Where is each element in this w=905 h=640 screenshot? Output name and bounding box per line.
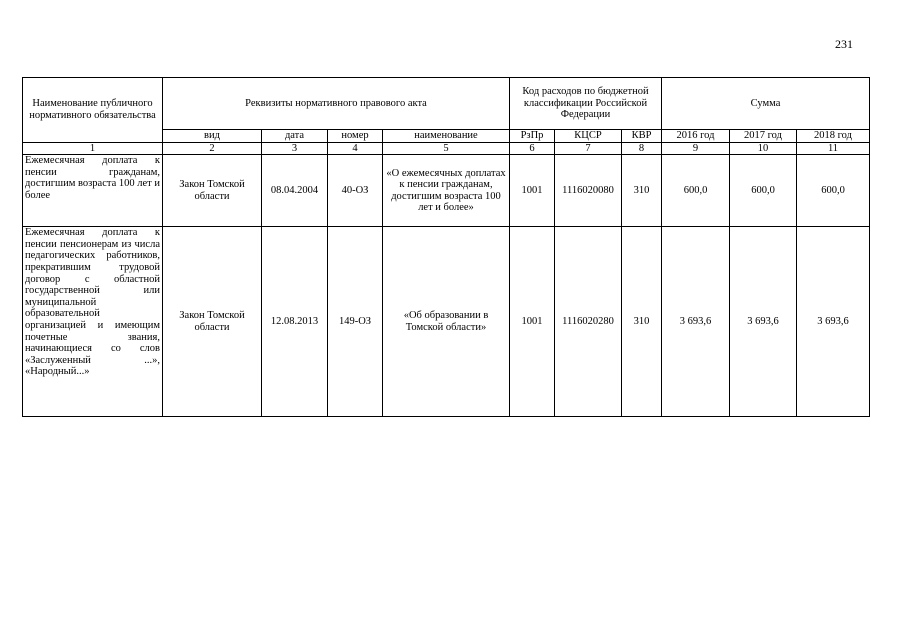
column-number: 8 xyxy=(622,142,662,155)
header-kvr: КВР xyxy=(622,130,662,143)
header-date: дата xyxy=(262,130,328,143)
act-date-cell: 08.04.2004 xyxy=(262,155,328,227)
header-2017: 2017 год xyxy=(730,130,797,143)
table-row xyxy=(23,155,870,227)
header-requisites: Реквизиты нормативного правового акта xyxy=(163,78,510,130)
column-number: 6 xyxy=(510,142,555,155)
header-number: номер xyxy=(328,130,383,143)
page-number: 231 xyxy=(835,37,853,51)
column-number: 4 xyxy=(328,142,383,155)
sum-2016-cell: 600,0 xyxy=(662,155,730,227)
column-number: 10 xyxy=(730,142,797,155)
header-vid: вид xyxy=(163,130,262,143)
header-title: наименование xyxy=(383,130,510,143)
column-number: 1 xyxy=(23,142,163,155)
obligation-name-cell: Ежемесячная доплата к пенсии пенсионерам из числа педагогических работников, прекратившим трудовой договор с областной государственной или муниципальной образовательной организацией и имеющим почетные звания, начинающиеся со слов «Заслуженный ...», «Народный...» xyxy=(23,227,163,417)
table-row xyxy=(23,227,870,417)
kvr-cell: 310 xyxy=(622,227,662,417)
column-number: 2 xyxy=(163,142,262,155)
column-number: 5 xyxy=(383,142,510,155)
kvr-cell: 310 xyxy=(622,155,662,227)
header-2018: 2018 год xyxy=(797,130,870,143)
act-number-cell: 149-ОЗ xyxy=(328,227,383,417)
obligation-name-cell: Ежемесячная доплата к пенсии гражданам, достигшим возраста 100 лет и более xyxy=(23,155,163,227)
sum-2016-cell: 3 693,6 xyxy=(662,227,730,417)
header-kcsr: КЦСР xyxy=(555,130,622,143)
column-number-row xyxy=(23,142,870,155)
act-number-cell: 40-ОЗ xyxy=(328,155,383,227)
header-2016: 2016 год xyxy=(662,130,730,143)
act-type-cell: Закон Томской области xyxy=(163,155,262,227)
header-budget-code: Код расходов по бюджетной классификации Российской Федерации xyxy=(510,78,662,130)
column-number: 11 xyxy=(797,142,870,155)
header-row-top xyxy=(23,78,870,130)
header-obligation-name: Наименование публичного нормативного обязательства xyxy=(23,78,163,143)
act-title-cell: «Об образовании в Томской области» xyxy=(383,227,510,417)
header-rzpr: РзПр xyxy=(510,130,555,143)
header-sum: Сумма xyxy=(662,78,870,130)
sum-2017-cell: 3 693,6 xyxy=(730,227,797,417)
obligations-table xyxy=(22,77,870,417)
column-number: 7 xyxy=(555,142,622,155)
sum-2017-cell: 600,0 xyxy=(730,155,797,227)
act-date-cell: 12.08.2013 xyxy=(262,227,328,417)
rzpr-cell: 1001 xyxy=(510,227,555,417)
act-title-cell: «О ежемесячных доплатах к пенсии гражданам, достигшим возраста 100 лет и более» xyxy=(383,155,510,227)
act-type-cell: Закон Томской области xyxy=(163,227,262,417)
rzpr-cell: 1001 xyxy=(510,155,555,227)
column-number: 3 xyxy=(262,142,328,155)
kcsr-cell: 1116020280 xyxy=(555,227,622,417)
kcsr-cell: 1116020080 xyxy=(555,155,622,227)
sum-2018-cell: 3 693,6 xyxy=(797,227,870,417)
column-number: 9 xyxy=(662,142,730,155)
sum-2018-cell: 600,0 xyxy=(797,155,870,227)
